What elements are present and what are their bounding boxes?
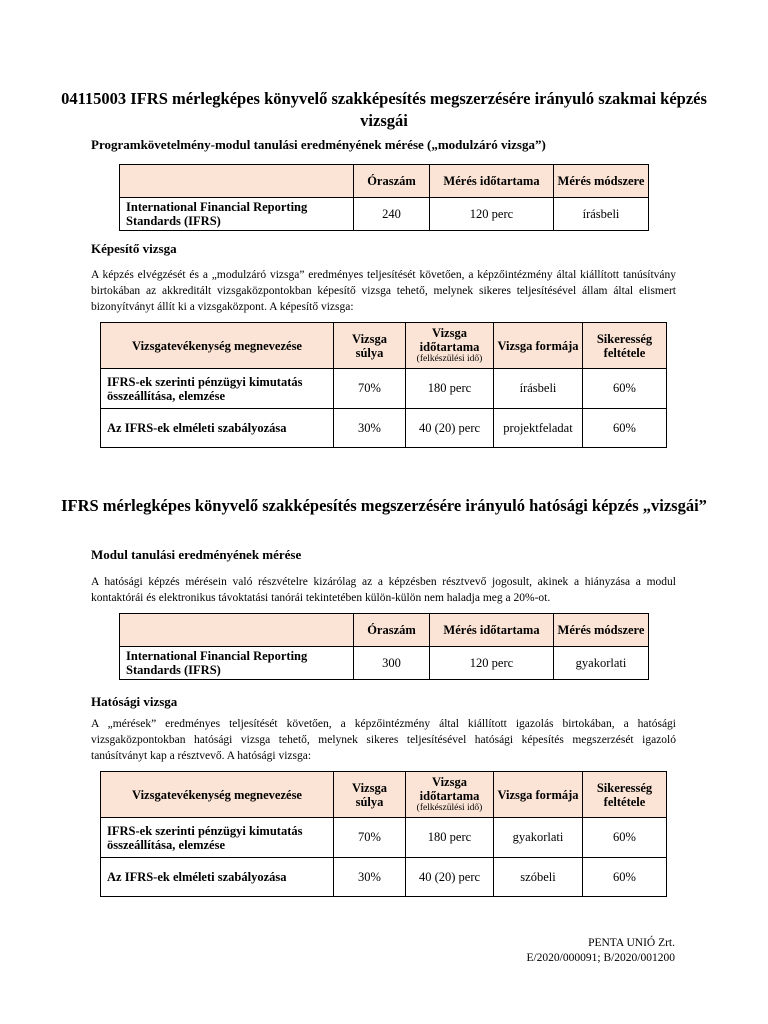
table-header-hours: Óraszám [354,165,430,198]
section2-module-paragraph: A hatósági képzés mérésein való részvételre kizárólag az a képzésben résztvevő jogosult, akinek a hiányzása a modul kontaktórái és elektronikus távoktatási tanórái tekintetében külön-külön nem haladja meg a 20%-ot. [91,576,676,604]
section1-module-heading: Programkövetelmény-modul tanulási eredményének mérése („modulzáró vizsga”) [91,137,546,152]
weight-cell: 70% [334,818,406,858]
section2-exam-heading: Hatósági vizsga [91,694,178,709]
table-header-exam-duration: Vizsga időtartama (felkészülési idő) [406,323,494,369]
table-header-method: Mérés módszere [554,614,649,647]
footer-registration: E/2020/000091; B/2020/001200 [526,952,675,964]
table-header-blank [120,165,354,198]
weight-cell: 30% [334,858,406,897]
weight-cell: 70% [334,369,406,409]
method-cell: írásbeli [554,198,649,231]
table-header-activity: Vizsgatevékenység megnevezése [101,772,334,818]
table-header-form: Vizsga formája [494,323,583,369]
table-header-hours: Óraszám [354,614,430,647]
table-header-duration: Mérés időtartama [430,165,554,198]
activity-cell: IFRS-ek szerinti pénzügyi kimutatás összeállítása, elemzése [101,369,334,409]
table-header-activity: Vizsgatevékenység megnevezése [101,323,334,369]
weight-cell: 30% [334,409,406,448]
activity-cell: Az IFRS-ek elméleti szabályozása [101,858,334,897]
table-header-success: Sikeresség feltétele [583,323,667,369]
duration-cell: 120 perc [430,647,554,680]
exam-duration-cell: 180 perc [406,369,494,409]
section1-title: 04115003 IFRS mérlegképes könyvelő szakképesítés megszerzésére irányuló szakmai képzés vizsgái [61,89,707,130]
method-cell: gyakorlati [554,647,649,680]
form-cell: projektfeladat [494,409,583,448]
table-header-weight: Vizsga súlya [334,323,406,369]
exam-duration-cell: 40 (20) perc [406,409,494,448]
table-header-form: Vizsga formája [494,772,583,818]
module-name-cell: International Financial Reporting Standards (IFRS) [120,198,354,231]
section1-module-table [119,164,649,231]
section2-module-heading: Modul tanulási eredményének mérése [91,547,302,562]
table-header-method: Mérés módszere [554,165,649,198]
prep-time-note: (felkészülési idő) [416,354,483,364]
success-cell: 60% [583,858,667,897]
table-header-blank [120,614,354,647]
form-cell: szóbeli [494,858,583,897]
section2-title: IFRS mérlegképes könyvelő szakképesítés megszerzésére irányuló hatósági képzés „vizsgái” [61,496,707,515]
section1-exam-heading: Képesítő vizsga [91,241,177,256]
table-header-duration: Mérés időtartama [430,614,554,647]
table-header-exam-duration: Vizsga időtartama (felkészülési idő) [406,772,494,818]
prep-time-note: (felkészülési idő) [416,803,483,813]
form-cell: gyakorlati [494,818,583,858]
hours-cell: 300 [354,647,430,680]
section1-exam-table [100,322,667,448]
activity-cell: Az IFRS-ek elméleti szabályozása [101,409,334,448]
exam-duration-cell: 40 (20) perc [406,858,494,897]
form-cell: írásbeli [494,369,583,409]
success-cell: 60% [583,369,667,409]
footer-company: PENTA UNIÓ Zrt. [588,937,675,949]
footer [526,936,675,966]
module-name-cell: International Financial Reporting Standards (IFRS) [120,647,354,680]
success-cell: 60% [583,409,667,448]
section1-exam-paragraph: A képzés elvégzését és a „modulzáró vizsga” eredményes teljesítését követően, a képzőintézmény által kiállított tanúsítvány birtokában az akkreditált vizsgaközpontokban képesítő vizsga tehető, melynek sikeres teljesítésével állam által elismert bizonyítványt állít ki a vizsgaközpont. A képesítő vizsga: [91,269,676,313]
duration-cell: 120 perc [430,198,554,231]
section2-module-table [119,613,649,680]
table-header-weight: Vizsga súlya [334,772,406,818]
exam-duration-cell: 180 perc [406,818,494,858]
table-header-success: Sikeresség feltétele [583,772,667,818]
success-cell: 60% [583,818,667,858]
section2-exam-table [100,771,667,897]
activity-cell: IFRS-ek szerinti pénzügyi kimutatás összeállítása, elemzése [101,818,334,858]
section2-exam-paragraph: A „mérések” eredményes teljesítését követően, a képzőintézmény által kiállított igazolás birtokában, a hatósági vizsgaközpontokban hatósági vizsga tehető, melynek sikeres teljesítésével hatósági képesítés megszerzését igazoló tanúsítványt kap a résztvevő. A hatósági vizsga: [91,718,676,762]
hours-cell: 240 [354,198,430,231]
